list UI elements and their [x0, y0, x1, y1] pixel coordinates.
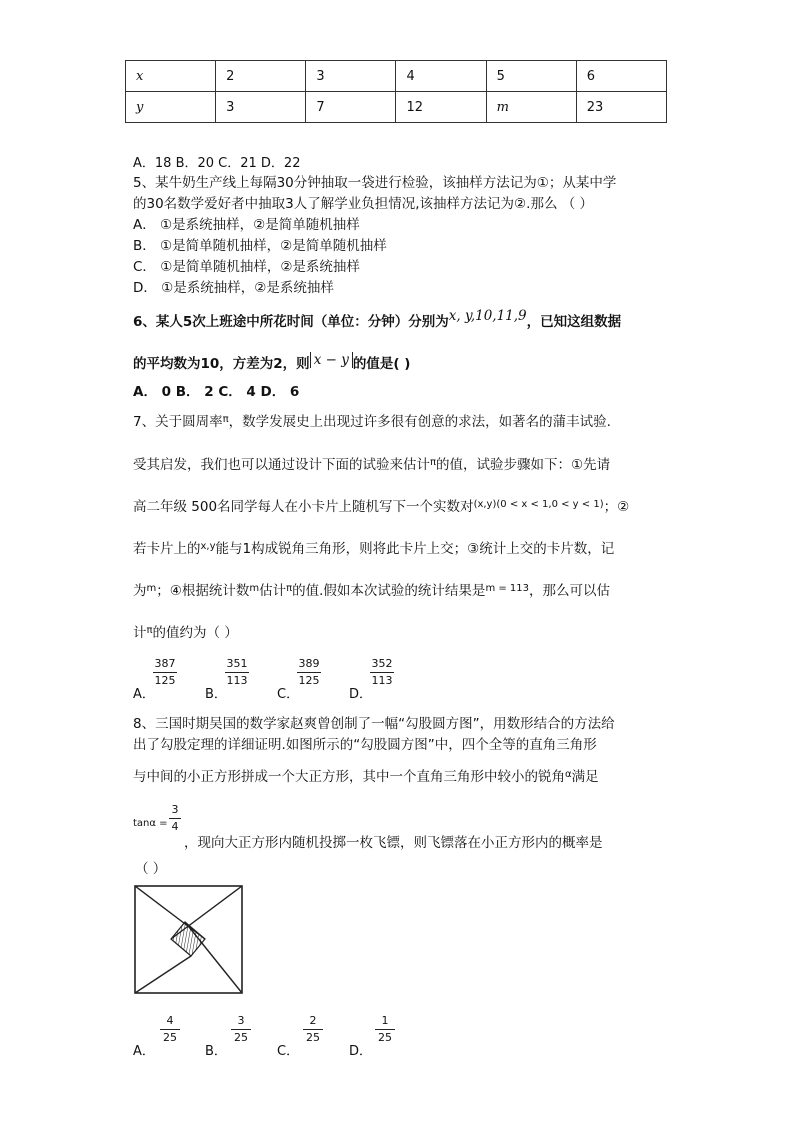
q5-line1: 5、某牛奶生产线上每隔30分钟抽取一袋进行检验，该抽样方法记为①；从某中学 — [133, 175, 617, 191]
q7-line4 — [133, 537, 614, 557]
q7-option-a-fraction — [153, 657, 177, 688]
q8-line2: 出了勾股定理的详细证明.如图所示的“勾股圆方图”中，四个全等的直角三角形 — [133, 737, 597, 753]
numerator: 351 — [226, 657, 248, 670]
denominator: 25 — [234, 1031, 248, 1044]
q7-text: 若卡片上的 — [133, 541, 201, 557]
q8-option-b-letter: B． — [205, 1044, 227, 1059]
q7-text: ，那么可以估 — [529, 583, 611, 599]
triangle-edge — [171, 886, 242, 939]
numerator: 387 — [154, 657, 176, 670]
denominator: 25 — [306, 1031, 320, 1044]
pi-symbol: π — [430, 457, 437, 468]
numerator: 389 — [298, 657, 320, 670]
q5-option-c: C． ①是简单随机抽样，②是系统抽样 — [133, 259, 360, 275]
q7-line3 — [133, 495, 629, 515]
q6-text: 6、某人5次上班途中所花时间（单位：分钟）分别为 — [133, 314, 449, 330]
numerator: 2 — [309, 1014, 317, 1027]
table-cell: 2 — [216, 61, 306, 92]
q6-text: ，已知这组数据 — [526, 314, 622, 330]
xy-table — [125, 60, 667, 123]
q8-option-b-fraction — [231, 1014, 251, 1045]
q8-tan-label: tanα = — [133, 818, 168, 829]
q8-line5: （ ） — [135, 861, 167, 877]
q7-math-m: m = 113 — [485, 583, 530, 594]
alpha-symbol: α — [565, 769, 572, 780]
triangle-edge — [135, 886, 205, 939]
numerator: 4 — [166, 1014, 174, 1027]
q6-math-abs: x − y — [310, 352, 353, 368]
pi-symbol: π — [222, 414, 229, 425]
q8-option-d-letter: D． — [349, 1044, 373, 1059]
numerator: 3 — [237, 1014, 245, 1027]
q8-line1: 8、三国时期吴国的数学家赵爽曾创制了一幅“勾股圆方图”，用数形结合的方法给 — [133, 716, 615, 732]
q8-tan-fraction — [169, 803, 181, 834]
table-row-x — [126, 61, 667, 92]
q7-text: 受其启发，我们也可以通过设计下面的试验来估计 — [133, 457, 430, 473]
table-cell: 12 — [396, 92, 486, 123]
q7-option-c-fraction — [297, 657, 321, 688]
q7-line2 — [133, 453, 610, 473]
table-cell: 3 — [306, 61, 396, 92]
q6-line1 — [133, 310, 621, 330]
q7-option-b-fraction — [225, 657, 249, 688]
q6-options: A． 0 B． 2 C． 4 D． 6 — [133, 384, 300, 400]
table-cell: 5 — [486, 61, 576, 92]
table-cell: m — [486, 92, 576, 123]
q8-option-a-fraction — [160, 1014, 180, 1045]
q7-math-pair: (x,y)(0 < x < 1,0 < y < 1) — [473, 499, 604, 510]
q6-math-values: x, y,10,11,9 — [448, 308, 527, 324]
table-cell: 6 — [576, 61, 666, 92]
q7-line1 — [133, 410, 611, 430]
table-cell: y — [126, 92, 216, 123]
m-symbol: m — [249, 583, 260, 594]
table-cell: 3 — [216, 92, 306, 123]
q8-option-c-letter: C． — [277, 1044, 300, 1059]
q7-text: 能与1构成锐角三角形，则将此卡片上交；③统计上交的卡片数，记 — [215, 541, 615, 557]
pythagorean-figure — [134, 885, 244, 995]
table-cell: 23 — [576, 92, 666, 123]
q5-option-a: A． ①是系统抽样，②是简单随机抽样 — [133, 217, 360, 233]
denominator: 113 — [226, 674, 248, 687]
q7-text: ，数学发展史上出现过许多很有创意的求法，如著名的蒲丰试验. — [228, 414, 611, 430]
q7-option-c-letter: C． — [277, 687, 300, 702]
denominator: 125 — [154, 674, 176, 687]
q7-option-b-letter: B． — [205, 687, 227, 702]
q7-line5 — [133, 579, 610, 599]
triangle-edge — [135, 956, 191, 993]
q6-text: 的值是( ) — [352, 356, 411, 372]
q7-text: 的值约为（ ） — [152, 625, 238, 641]
q7-text: 的值，试验步骤如下：①先请 — [436, 457, 611, 473]
q8-option-a-letter: A． — [133, 1044, 155, 1059]
q4-options: A．18 B．20 C．21 D．22 — [133, 156, 301, 171]
numerator: 1 — [381, 1014, 389, 1027]
table-cell: 7 — [306, 92, 396, 123]
q7-option-a-letter: A． — [133, 687, 155, 702]
numerator: 3 — [171, 803, 179, 816]
denominator: 25 — [163, 1031, 177, 1044]
q6-line2 — [133, 352, 410, 372]
denominator: 25 — [378, 1031, 392, 1044]
q7-text: 估计 — [259, 583, 287, 599]
q5-line2: 的30名数学爱好者中抽取3人了解学业负担情况,该抽样方法记为②.那么 （ ） — [133, 196, 594, 212]
pi-symbol: π — [146, 625, 153, 636]
q7-text: 7、关于圆周率 — [133, 414, 223, 430]
triangle-edge — [185, 922, 242, 993]
q7-text: 高二年级 500名同学每人在小卡片上随机写下一个实数对 — [133, 499, 474, 515]
q8-line4: ，现向大正方形内随机投掷一枚飞镖，则飞镖落在小正方形内的概率是 — [184, 835, 603, 851]
q6-text: 的平均数为10，方差为2，则 — [133, 356, 310, 372]
denominator: 4 — [171, 820, 179, 833]
q7-text: ；② — [603, 499, 630, 515]
q8-text: 与中间的小正方形拼成一个大正方形，其中一个直角三角形中较小的锐角 — [133, 769, 565, 785]
table-cell: x — [126, 61, 216, 92]
q8-option-d-fraction — [375, 1014, 395, 1045]
q7-text: 为 — [133, 583, 147, 599]
q7-math-xy: x,y — [200, 541, 216, 552]
q7-line6 — [133, 621, 238, 641]
table-cell: 4 — [396, 61, 486, 92]
denominator: 125 — [298, 674, 320, 687]
pi-symbol: π — [286, 583, 293, 594]
q7-text: 的值.假如本次试验的统计结果是 — [292, 583, 486, 599]
denominator: 113 — [371, 674, 393, 687]
m-symbol: m — [146, 583, 157, 594]
q8-text: 满足 — [571, 769, 599, 785]
q8-line3 — [133, 765, 599, 785]
q7-option-d-letter: D． — [349, 687, 373, 702]
q7-text: ；④根据统计数 — [156, 583, 250, 599]
q7-text: 计 — [133, 625, 147, 641]
q8-option-c-fraction — [303, 1014, 323, 1045]
numerator: 352 — [371, 657, 393, 670]
table-row-y — [126, 92, 667, 123]
q7-option-d-fraction — [370, 657, 394, 688]
q5-option-d: D． ①是系统抽样，②是系统抽样 — [133, 280, 334, 296]
q5-option-b: B． ①是简单随机抽样，②是简单随机抽样 — [133, 238, 387, 254]
